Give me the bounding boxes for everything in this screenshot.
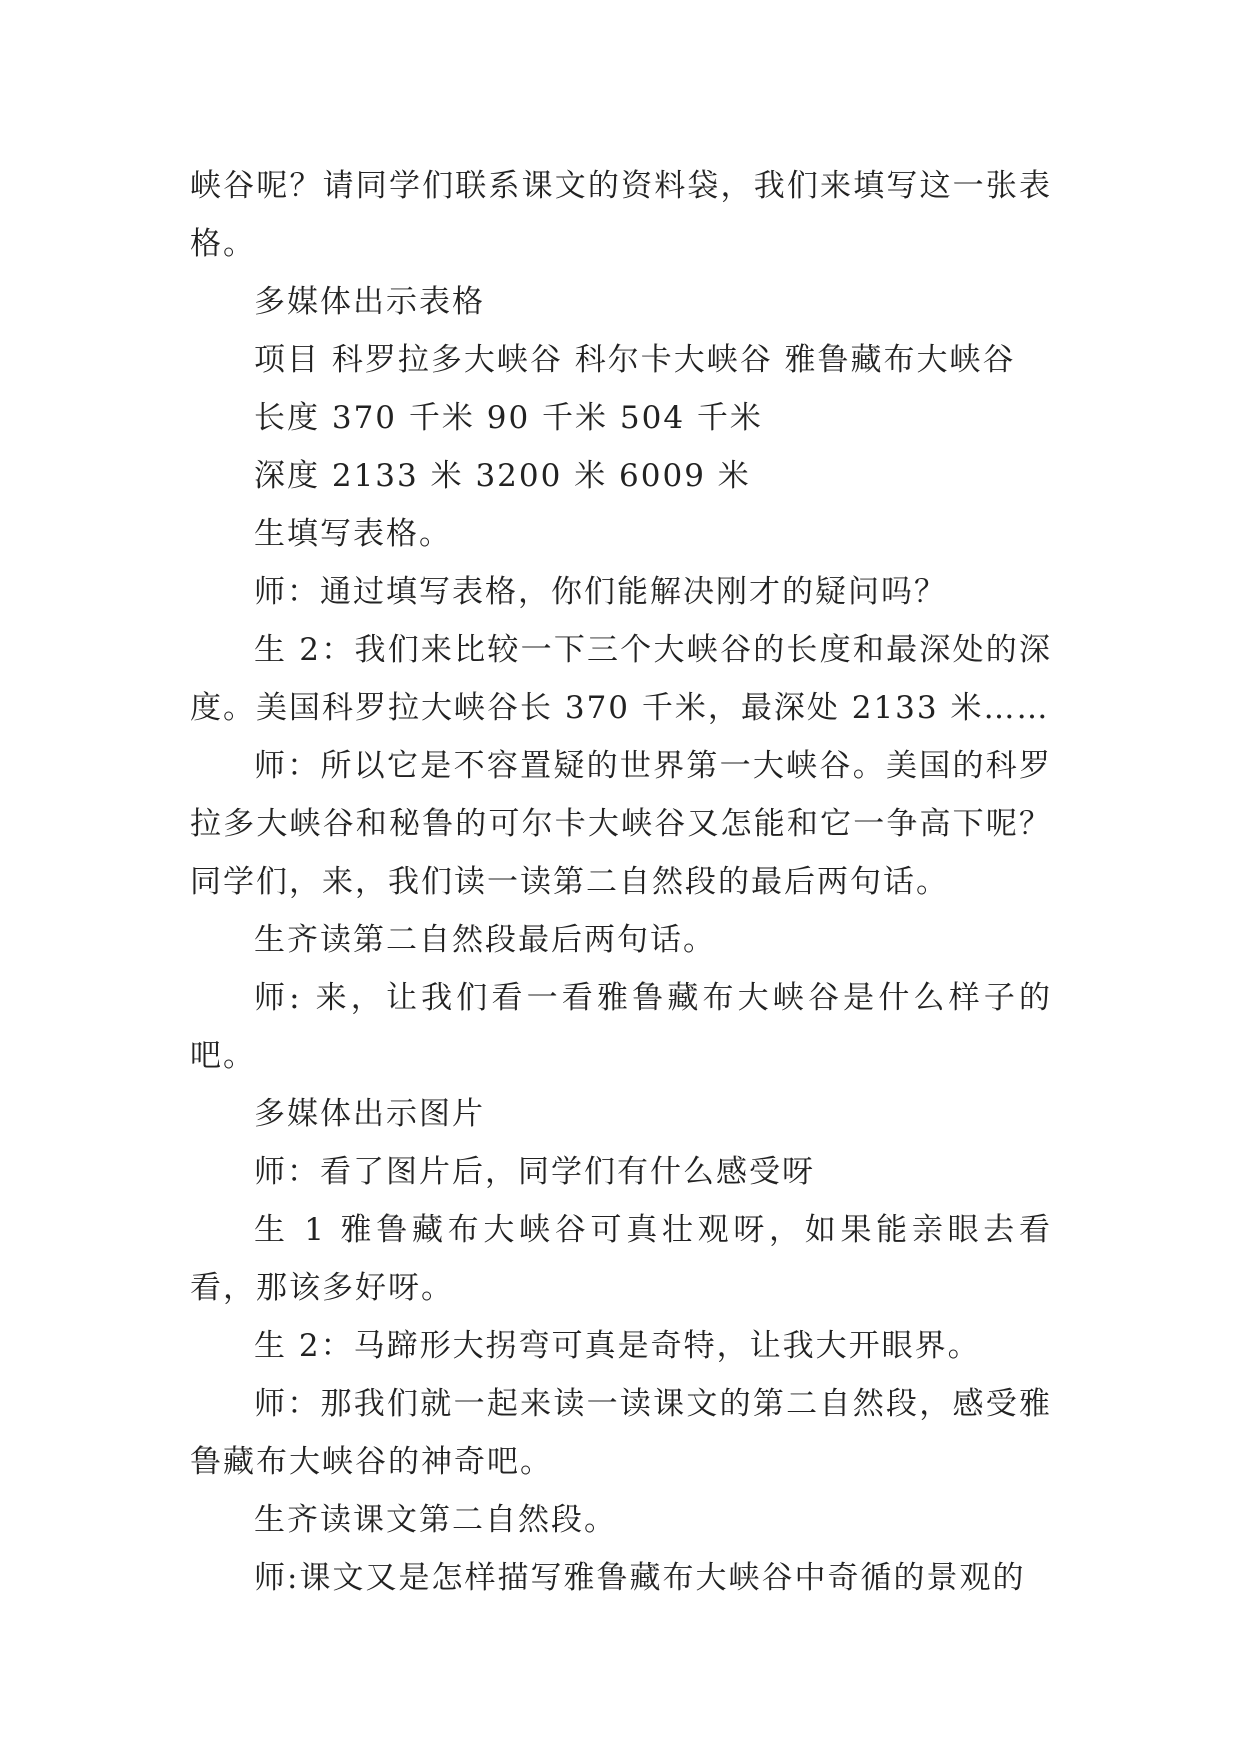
paragraph: 生 1 雅鲁藏布大峡谷可真壮观呀，如果能亲眼去看看，那该多好呀。 xyxy=(190,1212,1052,1306)
paragraph: 师：那我们就一起来读一读课文的第二自然段，感受雅鲁藏布大峡谷的神奇吧。 xyxy=(190,1386,1052,1480)
document-body xyxy=(190,157,1052,1607)
paragraph: 师：看了图片后，同学们有什么感受呀 xyxy=(254,1154,815,1190)
paragraph: 生齐读课文第二自然段。 xyxy=(254,1502,617,1538)
paragraph: 峡谷呢？请同学们联系课文的资料袋，我们来填写这一张表格。 xyxy=(190,168,1052,262)
paragraph: 师：通过填写表格，你们能解决刚才的疑问吗？ xyxy=(254,574,947,610)
paragraph: 师:课文又是怎样描写雅鲁藏布大峡谷中奇循的景观的 xyxy=(254,1560,1026,1596)
paragraph: 生 2：我们来比较一下三个大峡谷的长度和最深处的深度。美国科罗拉大峡谷长 370 千米，最深处 2133 米…… xyxy=(190,632,1052,726)
paragraph: 多媒体出示表格 xyxy=(254,284,485,320)
paragraph: 师：所以它是不容置疑的世界第一大峡谷。美国的科罗拉多大峡谷和秘鲁的可尔卡大峡谷又怎能和它一争高下呢？同学们，来，我们读一读第二自然段的最后两句话。 xyxy=(190,748,1052,900)
paragraph: 生齐读第二自然段最后两句话。 xyxy=(254,922,716,958)
paragraph: 长度 370 千米 90 千米 504 千米 xyxy=(254,400,763,436)
paragraph: 多媒体出示图片 xyxy=(254,1096,485,1132)
paragraph: 生填写表格。 xyxy=(254,516,452,552)
paragraph: 深度 2133 米 3200 米 6009 米 xyxy=(254,458,751,494)
paragraph: 项目 科罗拉多大峡谷 科尔卡大峡谷 雅鲁藏布大峡谷 xyxy=(254,342,1016,378)
paragraph: 生 2：马蹄形大拐弯可真是奇特，让我大开眼界。 xyxy=(254,1328,981,1364)
paragraph: 师: 来，让我们看一看雅鲁藏布大峡谷是什么样子的吧。 xyxy=(190,980,1052,1074)
